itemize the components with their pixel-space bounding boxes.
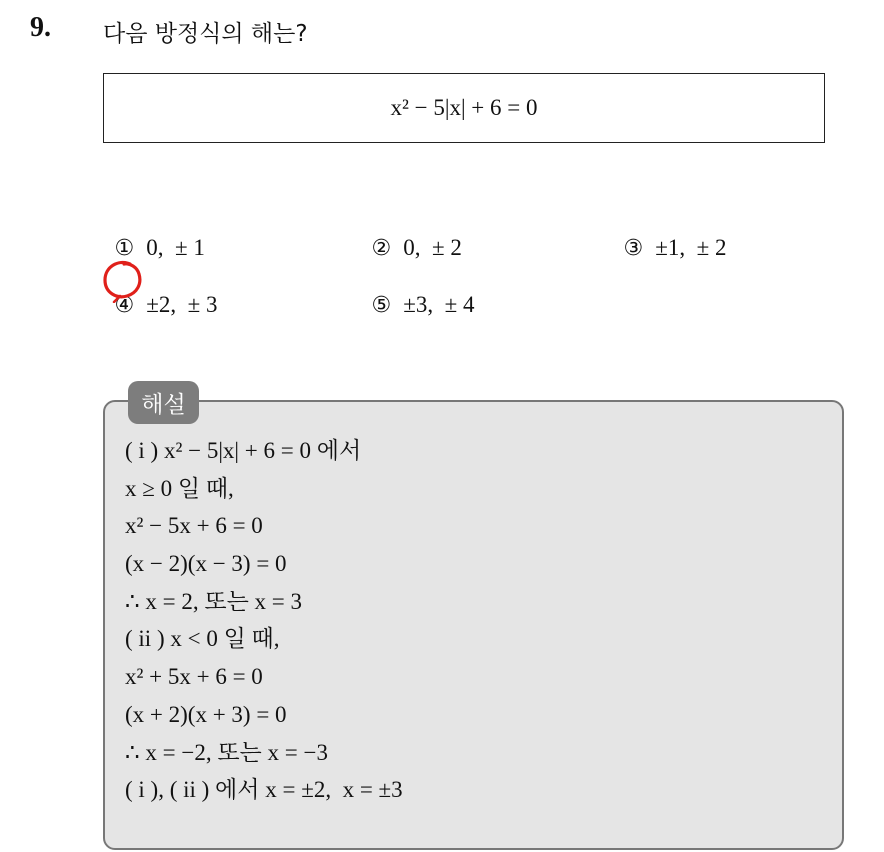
solution-line-3: x² − 5x + 6 = 0 [125, 513, 263, 539]
solution-line-1: ( i ) x² − 5|x| + 6 = 0 에서 [125, 438, 362, 463]
solution-line-7: x² + 5x + 6 = 0 [125, 664, 263, 690]
choice-2-text: 0, ± 2 [403, 235, 462, 260]
question-number: 9. [30, 12, 51, 43]
equation: x² − 5|x| + 6 = 0 [390, 95, 538, 120]
equation-box [103, 73, 825, 143]
choice-3-number: ③ [623, 236, 644, 261]
choice-3[interactable] [612, 209, 726, 261]
choice-1-text: 0, ± 1 [146, 235, 205, 260]
solution-line-4: (x − 2)(x − 3) = 0 [125, 551, 287, 577]
choice-1-number: ① [114, 236, 135, 261]
choice-5-number: ⑤ [371, 293, 392, 318]
circle-stroke [105, 262, 140, 296]
choice-5[interactable] [360, 266, 474, 318]
solution-line-6: ( ii ) x < 0 일 때, [125, 626, 280, 652]
solution-line-5: ∴ x = 2, 또는 x = 3 [125, 588, 303, 614]
choice-4-text: ±2, ± 3 [146, 292, 218, 317]
answer-circle-mark [100, 257, 146, 303]
choice-5-text: ±3, ± 4 [403, 292, 475, 317]
solution-line-8: (x + 2)(x + 3) = 0 [125, 701, 287, 727]
choice-2-number: ② [371, 236, 392, 261]
solution-lines [125, 432, 825, 809]
question-text: 다음 방정식의 해는? [103, 21, 308, 47]
choice-2[interactable] [360, 209, 462, 261]
choice-3-text: ±1, ± 2 [655, 235, 727, 260]
choice-4-number: ④ [114, 293, 135, 318]
solution-line-10: ( i ), ( ii ) 에서 x = ±2, x = ±3 [125, 777, 403, 803]
solution-line-2: x ≥ 0 일 때, [125, 475, 234, 501]
solution-line-9: ∴ x = −2, 또는 x = −3 [125, 739, 328, 765]
solution-tag: 해설 [128, 381, 199, 424]
choice-1[interactable] [103, 209, 205, 261]
